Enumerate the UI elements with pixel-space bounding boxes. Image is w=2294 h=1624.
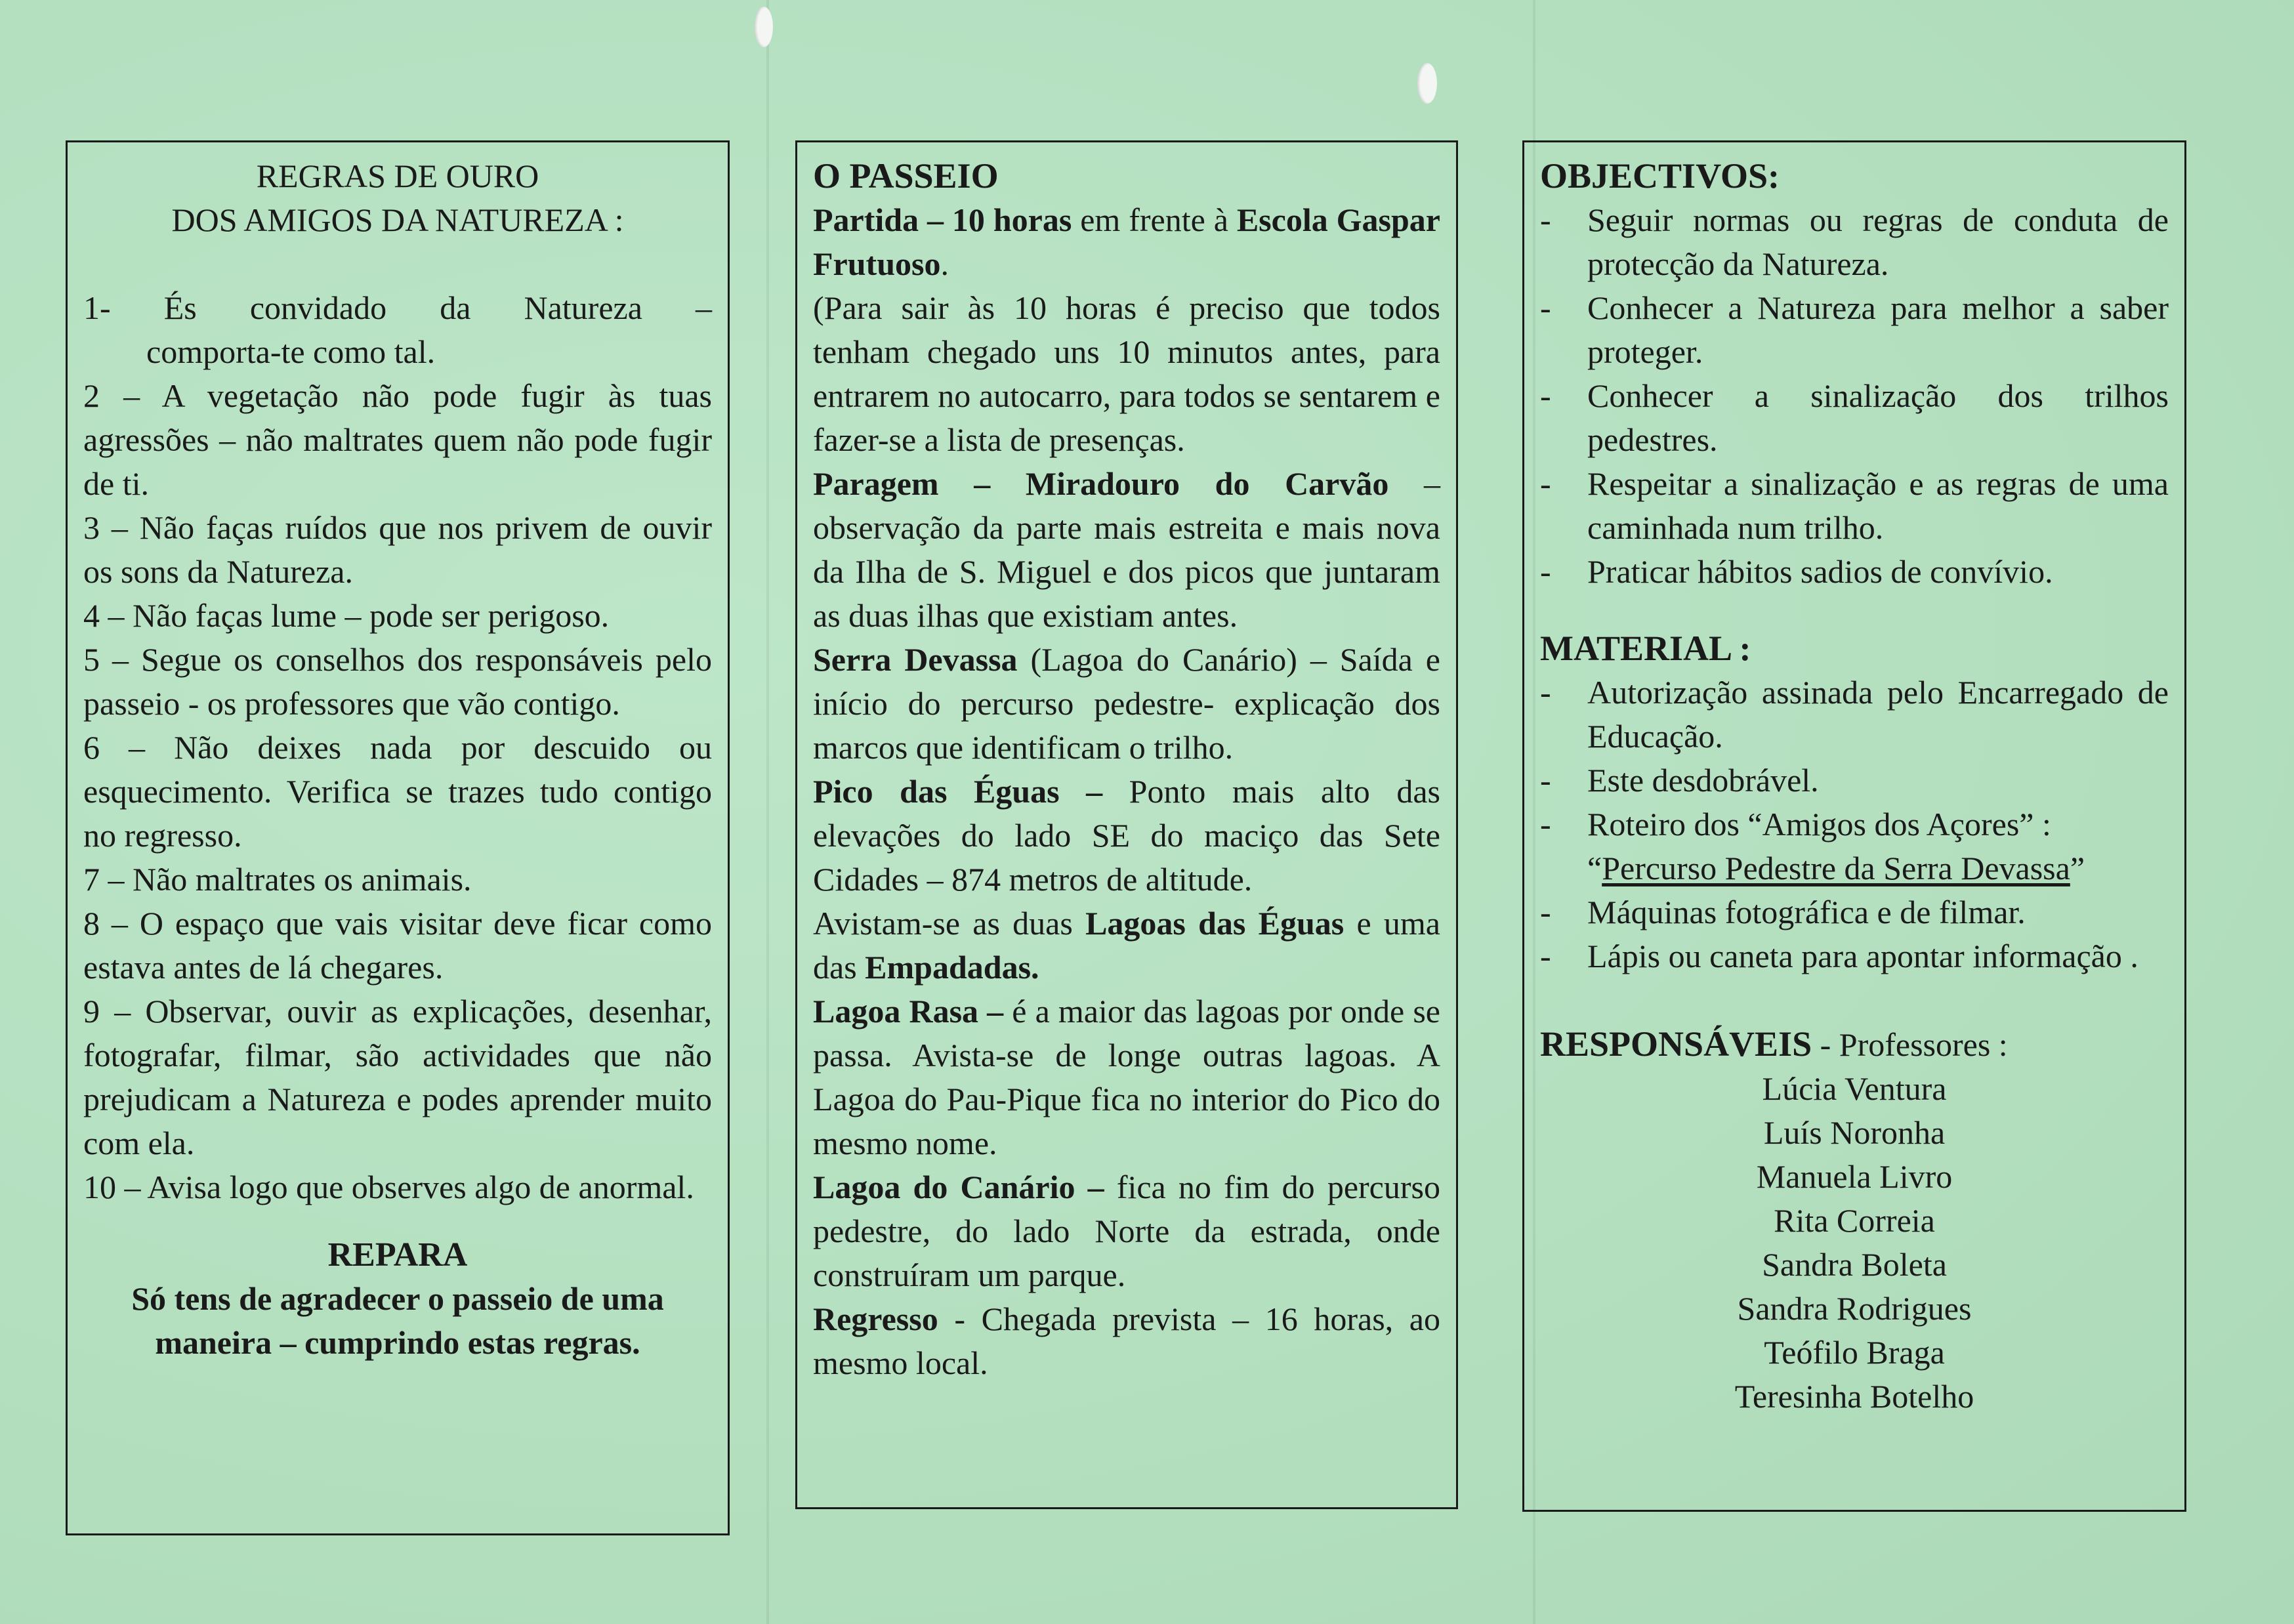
repara-text: Só tens de agradecer o passeio de uma maneira – cumprindo estas regras.	[131, 1280, 664, 1361]
material-title: MATERIAL :	[1540, 629, 1751, 668]
rule-item	[83, 989, 712, 1165]
rule-item	[83, 594, 712, 638]
responsibles-heading	[1540, 1022, 2169, 1067]
return-paragraph	[813, 1297, 1440, 1385]
canario-paragraph	[813, 1165, 1440, 1297]
departure-label: Partida – 10 horas	[813, 201, 1072, 238]
quote-mark: “	[1587, 850, 1602, 886]
rule-number: 8 –	[83, 905, 128, 942]
list-item	[1540, 374, 2169, 462]
rule-text: Não faças lume – pode ser perigoso.	[133, 597, 610, 634]
departure-note: (Para sair às 10 horas é preciso que todos tenham chegado uns 10 minutos antes, para entrarem no autocarro, para todos se sentarem e fazer-se a lista de presenças.	[813, 289, 1440, 458]
teacher-name: Rita Correia	[1774, 1202, 1935, 1239]
rule-number: 2 –	[83, 377, 140, 414]
panel-objectives	[1522, 140, 2186, 1512]
dash-bullet-icon: -	[1540, 465, 1551, 502]
spacer	[1540, 594, 2169, 627]
view-lagoas-eguas: Lagoas das Éguas	[1085, 905, 1345, 942]
title-line: REGRAS DE OURO	[256, 157, 539, 194]
material-text: Autorização assinada pelo Encarregado de Educação.	[1587, 674, 2169, 755]
departure-paragraph	[813, 198, 1440, 286]
rule-text: Não deixes nada por descuido ou esquecimento. Verifica se trazes tudo contigo no regresso.	[83, 729, 713, 854]
rule-text: O espaço que vais visitar deve ficar como estava antes de lá chegares.	[83, 905, 713, 986]
material-text: Este desdobrável.	[1587, 762, 1819, 799]
repara-block	[83, 1233, 712, 1365]
objectives-list	[1540, 198, 2169, 594]
material-text: Lápis ou caneta para apontar informação .	[1587, 938, 2138, 974]
view-empadadas: Empadadas.	[865, 949, 1039, 986]
material-list	[1540, 671, 2169, 978]
return-label: Regresso	[813, 1301, 938, 1337]
dash-bullet-icon: -	[1540, 553, 1551, 590]
rule-number: 4 –	[83, 597, 125, 634]
rule-text-first: És convidado da Natureza –	[163, 289, 713, 326]
rule-number: 3 –	[83, 509, 128, 546]
view-text: Avistam-se as duas	[813, 905, 1086, 942]
list-item	[1540, 934, 2169, 978]
dash-bullet-icon: -	[1540, 762, 1551, 799]
punctuation: .	[940, 245, 949, 282]
pico-paragraph	[813, 770, 1440, 902]
departure-place: Escola Gaspar Frutuoso	[813, 201, 1440, 282]
panel-golden-rules	[66, 140, 730, 1535]
teacher-name: Luís Noronha	[1763, 1114, 1946, 1151]
list-item	[1540, 671, 2169, 759]
rule-item	[83, 286, 712, 374]
walk-title: O PASSEIO	[813, 156, 999, 196]
rasa-text: é a maior das lagoas por onde se passa. Avista-se de longe outras lagoas. A Lagoa do Pau-Pique fica no interior do Pico do mesmo nome.	[813, 993, 1440, 1161]
serra-text: (Lagoa do Canário) – Saída e início do percurso pedestre- explicação dos marcos que identificam o trilho.	[813, 641, 1440, 766]
departure-text: em frente à	[1072, 201, 1237, 238]
material-text: Máquinas fotográfica e de filmar.	[1587, 894, 2026, 930]
canario-text: fica no fim do percurso pedestre, do lado Norte da estrada, onde construíram um parque.	[813, 1169, 1440, 1293]
teacher-name: Teófilo Braga	[1764, 1334, 1945, 1371]
view-paragraph	[813, 902, 1440, 989]
guide-title: Percurso Pedestre da Serra Devassa	[1602, 850, 2070, 886]
list-item	[1540, 198, 2169, 286]
title-line: DOS AMIGOS DA NATUREZA :	[171, 201, 624, 238]
rule-text: Observar, ouvir as explicações, desenhar, fotografar, filmar, são actividades que não prejudicam a Natureza e podes aprender muito com ela.	[83, 993, 713, 1161]
stop-label: Paragem – Miradouro do Carvão	[813, 465, 1389, 502]
serra-paragraph	[813, 638, 1440, 770]
serra-label: Serra Devassa	[813, 641, 1018, 678]
material-text: Roteiro dos “Amigos dos Açores” :	[1587, 806, 2051, 843]
dash-bullet-icon: -	[1540, 806, 1551, 843]
list-item	[1540, 462, 2169, 550]
list-item	[1540, 890, 2169, 934]
objective-text: Praticar hábitos sadios de convívio.	[1587, 553, 2053, 590]
golden-rules-title	[83, 154, 712, 242]
teacher-name: Sandra Boleta	[1762, 1246, 1947, 1283]
view-text: e uma das	[813, 905, 1440, 986]
rasa-label: Lagoa Rasa –	[813, 993, 1004, 1030]
list-item	[1540, 802, 2169, 890]
rule-number: 7 –	[83, 861, 125, 898]
dash-bullet-icon: -	[1540, 289, 1551, 326]
dash-bullet-icon: -	[1540, 377, 1551, 414]
panel-the-walk	[795, 140, 1458, 1509]
rule-item	[83, 902, 712, 989]
rule-item	[83, 374, 712, 506]
teacher-name: Sandra Rodrigues	[1737, 1290, 1972, 1327]
punch-hole	[1417, 63, 1437, 104]
list-item	[1540, 550, 2169, 594]
repara-title: REPARA	[327, 1236, 468, 1274]
list-item	[1540, 286, 2169, 374]
rule-number: 9 –	[83, 993, 131, 1030]
objective-text: Seguir normas ou regras de conduta de protecção da Natureza.	[1587, 201, 2169, 282]
responsibles-sublabel: - Professores :	[1812, 1026, 2008, 1063]
objectives-title: OBJECTIVOS:	[1540, 156, 1780, 196]
rule-number: 1-	[83, 289, 111, 326]
rule-number: 6 –	[83, 729, 146, 766]
rule-text	[83, 286, 712, 330]
rule-item	[83, 506, 712, 594]
rule-text: Não faças ruídos que nos privem de ouvir os sons da Natureza.	[83, 509, 713, 590]
rule-item	[83, 638, 712, 726]
teacher-name: Teresinha Botelho	[1734, 1378, 1974, 1415]
canario-label: Lagoa do Canário –	[813, 1169, 1104, 1205]
stop-paragraph	[813, 462, 1440, 638]
teacher-name: Lúcia Ventura	[1762, 1070, 1947, 1107]
pico-text: Ponto mais alto das elevações do lado SE do maciço das Sete Cidades – 874 metros de altitude.	[813, 773, 1440, 898]
spacer	[1540, 978, 2169, 1022]
rule-item	[83, 1165, 712, 1209]
objective-text: Conhecer a sinalização dos trilhos pedestres.	[1587, 377, 2169, 458]
rule-text-rest: comporta-te como tal.	[146, 333, 436, 370]
rule-text: A vegetação não pode fugir às tuas agressões – não maltrates quem não pode fugir de ti.	[83, 377, 712, 502]
objective-text: Conhecer a Natureza para melhor a saber proteger.	[1587, 289, 2169, 370]
teacher-name: Manuela Livro	[1756, 1158, 1953, 1195]
punch-hole	[755, 7, 773, 47]
dash-bullet-icon: -	[1540, 201, 1551, 238]
dash-bullet-icon: -	[1540, 938, 1551, 974]
return-text: - Chegada prevista – 16 horas, ao mesmo local.	[813, 1301, 1440, 1381]
dash-bullet-icon: -	[1540, 674, 1551, 711]
rule-item	[83, 726, 712, 858]
rasa-paragraph	[813, 989, 1440, 1165]
dash-bullet-icon: -	[1540, 894, 1551, 930]
quote-mark: ”	[2070, 850, 2085, 886]
rule-number: 5 –	[83, 641, 129, 678]
list-item	[1540, 759, 2169, 802]
objective-text: Respeitar a sinalização e as regras de uma caminhada num trilho.	[1587, 465, 2169, 546]
rule-number: 10 –	[83, 1169, 141, 1205]
rule-item	[83, 858, 712, 902]
rule-text: Avisa logo que observes algo de anormal.	[147, 1169, 694, 1205]
rule-text: Segue os conselhos dos responsáveis pelo passeio - os professores que vão contigo.	[83, 641, 712, 722]
responsibles-label: RESPONSÁVEIS	[1540, 1024, 1812, 1064]
pico-label: Pico das Éguas –	[813, 773, 1103, 810]
teachers-list	[1540, 1067, 2169, 1419]
rule-text: Não maltrates os animais.	[133, 861, 472, 898]
stop-text: – observação da parte mais estreita e mais nova da Ilha de S. Miguel e dos picos que juntaram as duas ilhas que existiam antes.	[813, 465, 1440, 634]
